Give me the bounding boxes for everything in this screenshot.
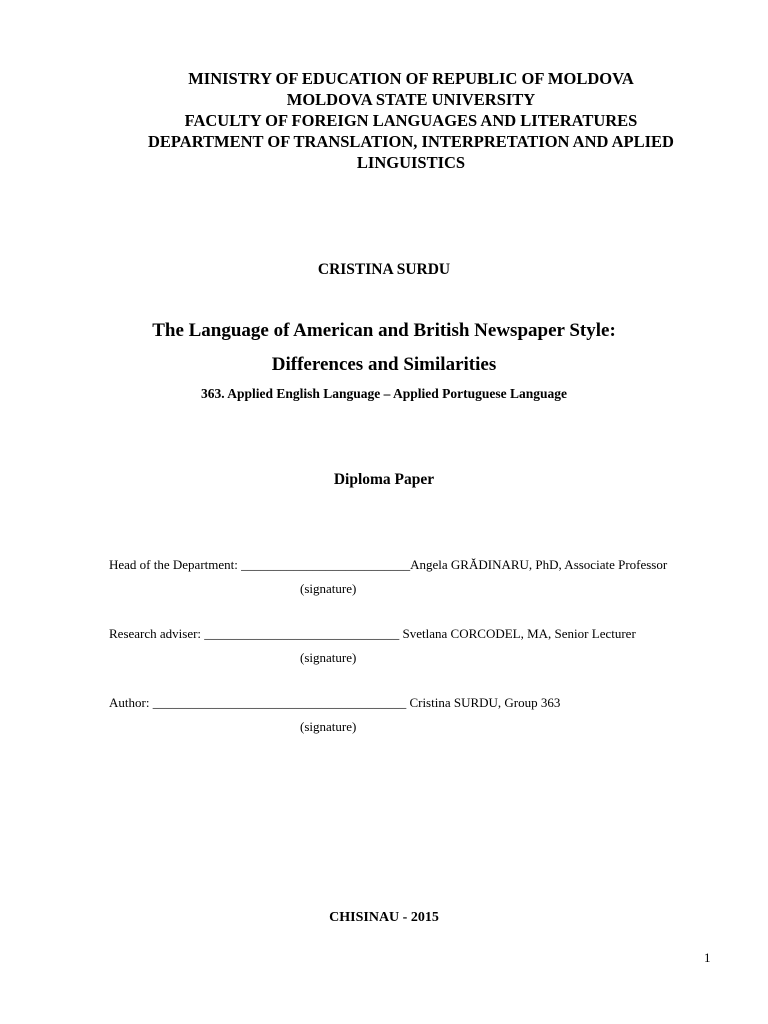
head-of-department-row: Head of the Department: __________________________Angela GRĂDINARU, PhD, Associate Professor bbox=[109, 557, 668, 572]
department-line-continued: LINGUISTICS bbox=[356, 153, 466, 172]
paper-title-line1: The Language of American and British Newspaper Style: bbox=[152, 320, 616, 341]
paper-type: Diploma Paper bbox=[333, 471, 435, 488]
signature-label-head: (signature) bbox=[300, 581, 357, 596]
author-name: CRISTINA SURDU bbox=[317, 261, 451, 278]
ministry-line: MINISTRY OF EDUCATION OF REPUBLIC OF MOLDOVA bbox=[188, 69, 634, 88]
specialty-line: 363. Applied English Language – Applied Portuguese Language bbox=[200, 386, 568, 401]
paper-title-line2: Differences and Similarities bbox=[271, 354, 497, 375]
author-row: Author: _______________________________________ Cristina SURDU, Group 363 bbox=[109, 695, 561, 710]
department-line: DEPARTMENT OF TRANSLATION, INTERPRETATION AND APLIED bbox=[148, 132, 674, 151]
page-number: 1 bbox=[704, 950, 711, 965]
institution-header bbox=[60, 68, 762, 173]
place-and-year: CHISINAU - 2015 bbox=[329, 910, 439, 925]
faculty-line: FACULTY OF FOREIGN LANGUAGES AND LITERATURES bbox=[184, 111, 638, 130]
university-line: MOLDOVA STATE UNIVERSITY bbox=[286, 90, 536, 109]
signature-label-author: (signature) bbox=[300, 719, 357, 734]
signature-label-adviser: (signature) bbox=[300, 650, 357, 665]
research-adviser-row: Research adviser: ______________________________ Svetlana CORCODEL, MA, Senior Lecturer bbox=[109, 626, 636, 641]
